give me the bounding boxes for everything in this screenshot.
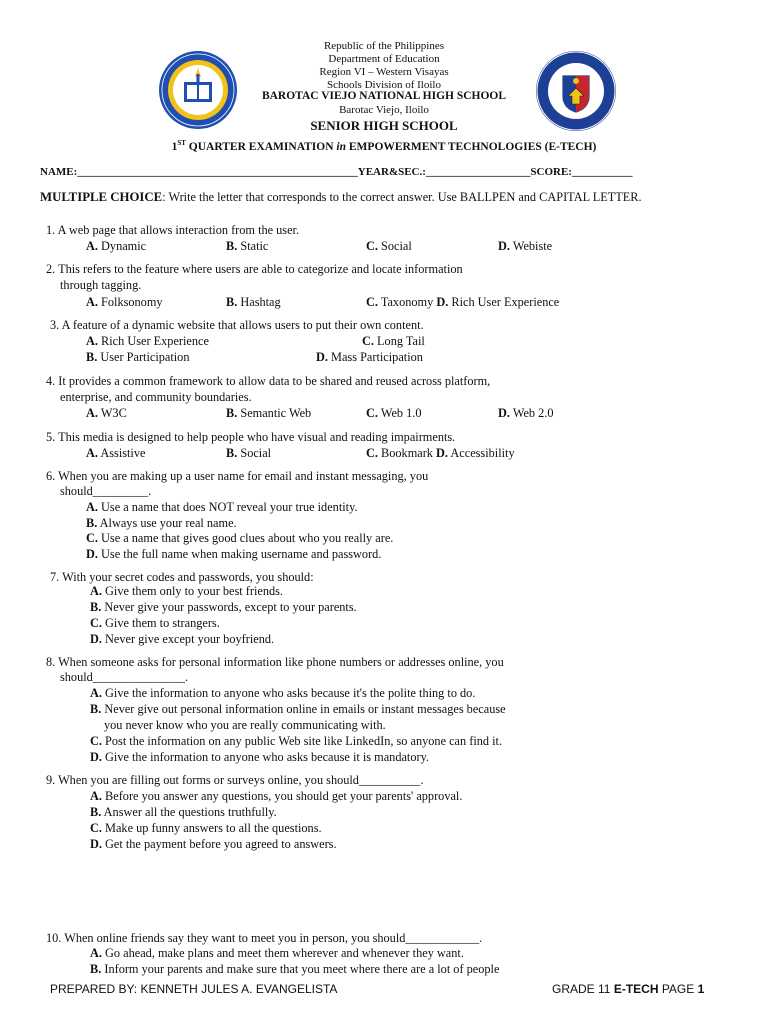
- question-3: 3. A feature of a dynamic website that allows users to put their own content.: [50, 318, 424, 332]
- exam-title-num: 1: [171, 140, 178, 153]
- q9-option-b: B. Answer all the questions truthfully.: [90, 805, 277, 819]
- q1-option-a: A. Dynamic: [86, 239, 147, 253]
- exam-title-part-b: EMPOWERMENT TECHNOLOGIES (E-TECH): [346, 140, 597, 153]
- question-9: 9. When you are filling out forms or surveys online, you should__________.: [46, 773, 424, 787]
- footer-prepared-by: PREPARED BY: KENNETH JULES A. EVANGELISTA: [50, 982, 338, 996]
- q8-option-b-line-2: you never know who you are really communicating with.: [104, 718, 386, 732]
- q4-option-d: D. Web 2.0: [498, 406, 554, 420]
- q9-option-c: C. Make up funny answers to all the questions.: [90, 821, 322, 835]
- exam-title-sup: ST: [177, 139, 186, 147]
- question-6-line-2: should_________.: [60, 484, 152, 498]
- question-5: 5. This media is designed to help people who have visual and reading impairments.: [46, 430, 456, 444]
- question-4: 4. It provides a common framework to allow data to be shared and reused across platform,: [46, 374, 491, 388]
- q10-option-a: A. Go ahead, make plans and meet them wherever and whenever they want.: [90, 946, 464, 960]
- q1-option-b: B. Static: [226, 239, 269, 253]
- q6-option-a: A. Use a name that does NOT reveal your true identity.: [86, 500, 358, 514]
- exam-title: [0, 139, 768, 153]
- q3-option-c: C. Long Tail: [362, 334, 425, 348]
- footer-page-info: GRADE 11 E-TECH PAGE 1: [552, 982, 705, 996]
- q2-option-b: B. Hashtag: [226, 295, 281, 309]
- question-6: 6. When you are making up a user name for email and instant messaging, you: [46, 469, 429, 483]
- q1-option-d: D. Webiste: [498, 239, 553, 253]
- q3-option-d: D. Mass Participation: [316, 350, 423, 364]
- q5-option-c-d: C. Bookmark D. Accessibility: [366, 446, 515, 460]
- instructions: [40, 190, 642, 205]
- q8-option-c: C. Post the information on any public Web site like LinkedIn, so anyone can find it.: [90, 734, 503, 748]
- name-year-score-line: NAME:___________________________________________________YEAR&SEC.:___________________SCORE:___________: [40, 166, 633, 178]
- question-8-line-2: should_______________.: [60, 670, 189, 684]
- instructions-lead: MULTIPLE CHOICE: [40, 190, 163, 204]
- header-division: Schools Division of Iloilo: [327, 79, 441, 91]
- header-school-name: BAROTAC VIEJO NATIONAL HIGH SCHOOL: [261, 90, 507, 102]
- exam-title-in: in: [336, 140, 347, 153]
- q2-option-c-d: C. Taxonomy D. Rich User Experience: [366, 295, 560, 309]
- question-2: 2. This refers to the feature where users are able to categorize and locate information: [46, 262, 463, 276]
- q7-option-c: C. Give them to strangers.: [90, 616, 220, 630]
- q5-option-a: A. Assistive: [86, 446, 146, 460]
- question-1: 1. A web page that allows interaction from the user.: [46, 223, 300, 237]
- header-address: Barotac Viejo, Iloilo: [339, 104, 429, 116]
- q10-option-b: B. Inform your parents and make sure that you meet where there are a lot of people: [90, 962, 500, 976]
- q6-option-d: D. Use the full name when making username and password.: [86, 547, 382, 561]
- question-7: 7. With your secret codes and passwords, you should:: [50, 570, 314, 584]
- q8-option-d: D. Give the information to anyone who asks because it is mandatory.: [90, 750, 430, 764]
- question-2-line-2: through tagging.: [60, 278, 142, 292]
- exam-title-part-a: QUARTER EXAMINATION: [185, 140, 337, 153]
- question-10: 10. When online friends say they want to meet you in person, you should____________.: [46, 931, 483, 945]
- q8-option-a: A. Give the information to anyone who asks because it's the polite thing to do.: [90, 686, 476, 700]
- header-republic: Republic of the Philippines: [323, 40, 445, 52]
- q4-option-a: A. W3C: [86, 406, 127, 420]
- q3-option-a: A. Rich User Experience: [86, 334, 209, 348]
- question-4-line-2: enterprise, and community boundaries.: [60, 390, 252, 404]
- header-senior-high: SENIOR HIGH SCHOOL: [310, 118, 458, 133]
- q1-option-c: C. Social: [366, 239, 412, 253]
- q7-option-b: B. Never give your passwords, except to your parents.: [90, 600, 357, 614]
- q3-option-b: B. User Participation: [86, 350, 190, 364]
- q4-option-b: B. Semantic Web: [226, 406, 312, 420]
- header-region: Region VI – Western Visayas: [319, 66, 449, 78]
- q9-option-d: D. Get the payment before you agreed to answers.: [90, 837, 337, 851]
- q2-option-a: A. Folksonomy: [86, 295, 163, 309]
- q6-option-b: B. Always use your real name.: [86, 516, 237, 530]
- header-department: Department of Education: [328, 53, 440, 65]
- q7-option-a: A. Give them only to your best friends.: [90, 584, 283, 598]
- q6-option-c: C. Use a name that gives good clues about who you really are.: [86, 531, 394, 545]
- q8-option-b: B. Never give out personal information online in emails or instant messages because: [90, 702, 506, 716]
- instructions-text: : Write the letter that corresponds to the correct answer. Use BALLPEN and CAPITAL LETTER.: [162, 190, 642, 204]
- q5-option-b: B. Social: [226, 446, 272, 460]
- question-8: 8. When someone asks for personal information like phone numbers or addresses online, you: [46, 655, 504, 669]
- q9-option-a: A. Before you answer any questions, you should get your parents' approval.: [90, 789, 463, 803]
- q7-option-d: D. Never give except your boyfriend.: [90, 632, 275, 646]
- q4-option-c: C. Web 1.0: [366, 406, 422, 420]
